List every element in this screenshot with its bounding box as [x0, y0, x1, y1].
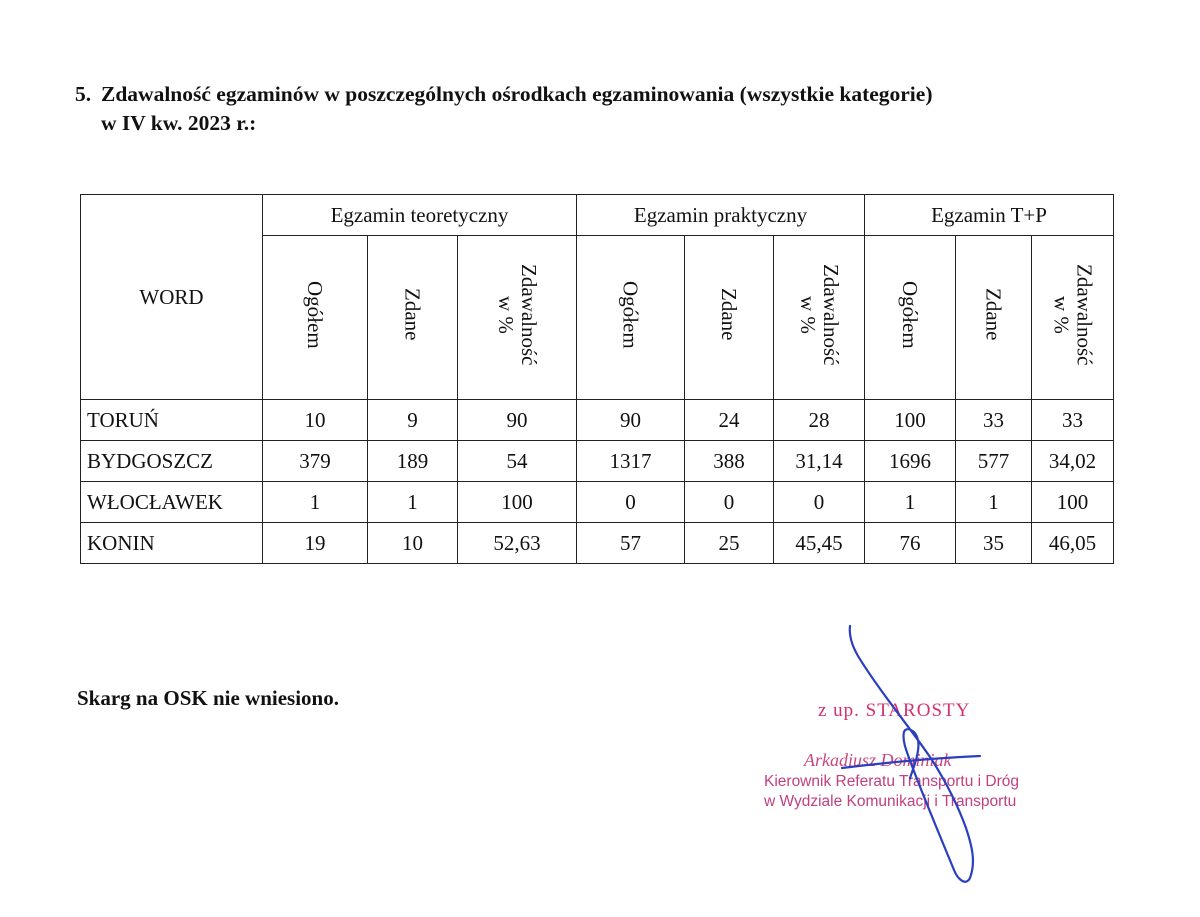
practical-total-header: Ogółem [577, 236, 685, 400]
signature-stroke [842, 626, 980, 882]
section-number: 5. [75, 82, 92, 106]
practical-rate-header: Zdawalność w % [774, 236, 865, 400]
theory-total: 19 [263, 523, 368, 564]
section-title-line1: Zdawalność egzaminów w poszczególnych ośrodkach egzaminowania (wszystkie kategorie) [101, 82, 933, 106]
handwritten-signature [820, 600, 1020, 900]
practical-passed: 0 [685, 482, 774, 523]
combined-passed: 1 [956, 482, 1032, 523]
group-header-theory: Egzamin teoretyczny [263, 195, 577, 236]
theory-total: 1 [263, 482, 368, 523]
theory-rate: 52,63 [458, 523, 577, 564]
stamp-name: Arkadiusz Dominiak [804, 750, 952, 770]
combined-rate: 46,05 [1032, 523, 1114, 564]
theory-passed: 1 [368, 482, 458, 523]
table-row [81, 482, 1114, 523]
results-table [80, 194, 1114, 564]
theory-total-header: Ogółem [263, 236, 368, 400]
stamp-role-line1: Kierownik Referatu Transportu i Dróg [764, 773, 1020, 790]
practical-total: 90 [577, 400, 685, 441]
combined-rate: 33 [1032, 400, 1114, 441]
theory-passed: 189 [368, 441, 458, 482]
combined-total: 1696 [865, 441, 956, 482]
table-row [81, 400, 1114, 441]
theory-rate: 54 [458, 441, 577, 482]
combined-total: 100 [865, 400, 956, 441]
stamp-authority: z up. STAROSTY [818, 700, 971, 721]
theory-total: 10 [263, 400, 368, 441]
word-name: TORUŃ [81, 400, 263, 441]
footer-note: Skarg na OSK nie wniesiono. [77, 686, 339, 710]
practical-total: 1317 [577, 441, 685, 482]
combined-total-header: Ogółem [865, 236, 956, 400]
combined-rate: 100 [1032, 482, 1114, 523]
practical-passed: 388 [685, 441, 774, 482]
group-header-row [81, 195, 1114, 236]
table-row [81, 441, 1114, 482]
group-header-practical: Egzamin praktyczny [577, 195, 865, 236]
practical-passed: 25 [685, 523, 774, 564]
section-title-line2: w IV kw. 2023 r.: [101, 111, 257, 135]
combined-passed: 577 [956, 441, 1032, 482]
practical-rate: 28 [774, 400, 865, 441]
practical-total: 57 [577, 523, 685, 564]
combined-rate: 34,02 [1032, 441, 1114, 482]
theory-passed-header: Zdane [368, 236, 458, 400]
stamp-role-line2: w Wydziale Komunikacji i Transportu [764, 793, 1017, 810]
word-name: KONIN [81, 523, 263, 564]
table-row [81, 523, 1114, 564]
combined-passed-header: Zdane [956, 236, 1032, 400]
theory-rate-header: Zdawalność w % [458, 236, 577, 400]
combined-passed: 33 [956, 400, 1032, 441]
word-name: BYDGOSZCZ [81, 441, 263, 482]
practical-passed-header: Zdane [685, 236, 774, 400]
word-header: WORD [81, 195, 263, 400]
practical-passed: 24 [685, 400, 774, 441]
practical-total: 0 [577, 482, 685, 523]
theory-passed: 9 [368, 400, 458, 441]
theory-rate: 90 [458, 400, 577, 441]
practical-rate: 0 [774, 482, 865, 523]
theory-passed: 10 [368, 523, 458, 564]
group-header-combined: Egzamin T+P [865, 195, 1114, 236]
practical-rate: 31,14 [774, 441, 865, 482]
combined-total: 1 [865, 482, 956, 523]
theory-rate: 100 [458, 482, 577, 523]
combined-total: 76 [865, 523, 956, 564]
combined-passed: 35 [956, 523, 1032, 564]
word-name: WŁOCŁAWEK [81, 482, 263, 523]
theory-total: 379 [263, 441, 368, 482]
combined-rate-header: Zdawalność w % [1032, 236, 1114, 400]
practical-rate: 45,45 [774, 523, 865, 564]
